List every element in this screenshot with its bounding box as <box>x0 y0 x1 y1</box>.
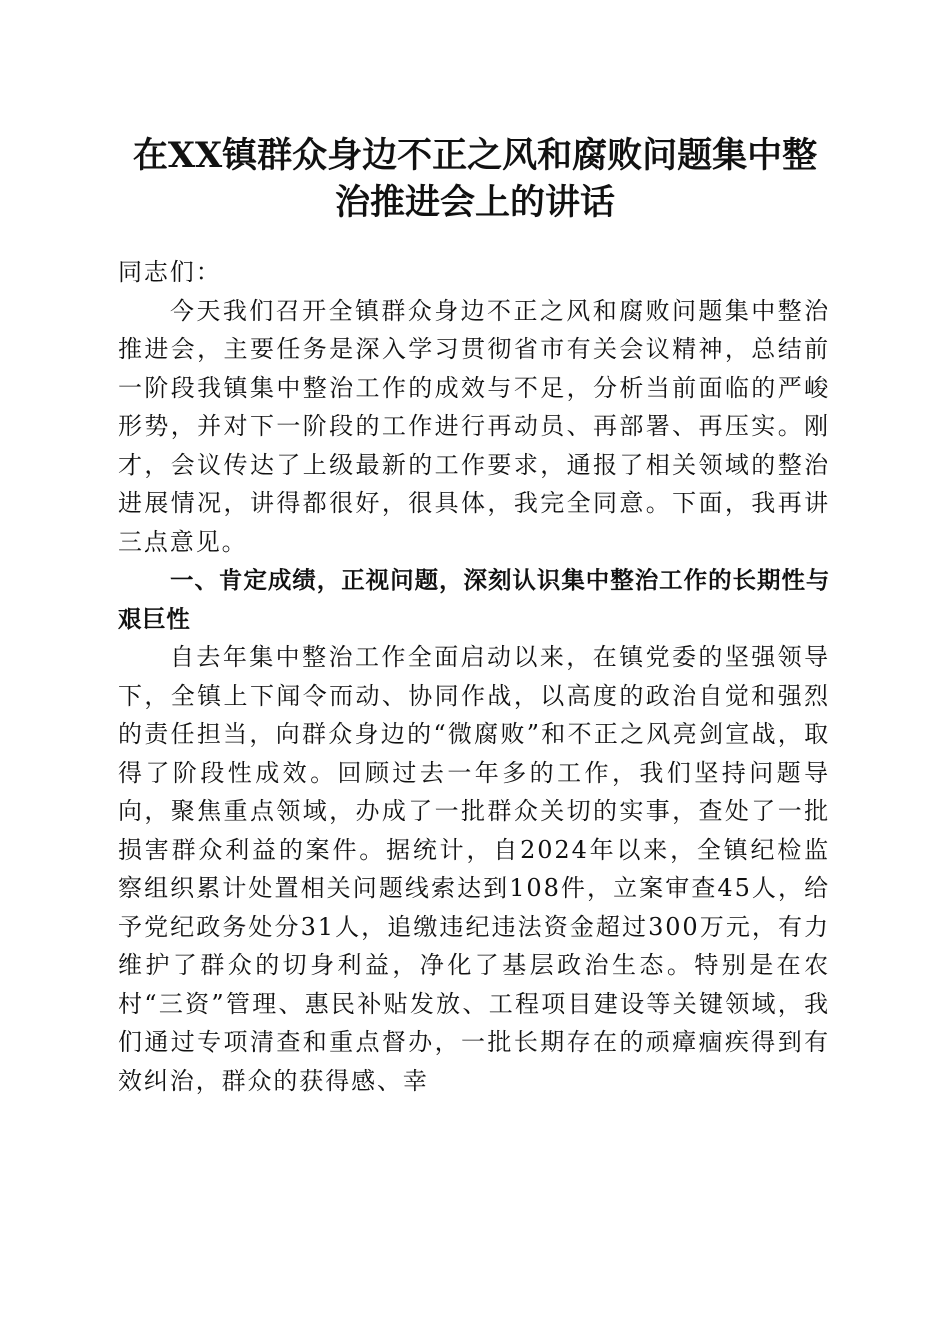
intro-paragraph: 今天我们召开全镇群众身边不正之风和腐败问题集中整治推进会，主要任务是深入学习贯彻省市有关会议精神，总结前一阶段我镇集中整治工作的成效与不足，分析当前面临的严峻形势，并对下一阶段的工作进行再动员、再部署、再压实。刚才，会议传达了上级最新的工作要求，通报了相关领域的整治进展情况，讲得都很好，很具体，我完全同意。下面，我再讲三点意见。 <box>118 296 830 556</box>
section-1-heading: 一、肯定成绩，正视问题，深刻认识集中整治工作的长期性与艰巨性 <box>118 566 830 633</box>
title-line-2: 治推进会上的讲话 <box>334 182 615 223</box>
document-body <box>118 253 830 1100</box>
title-line-1: 在XX镇群众身边不正之风和腐败问题集中整 <box>132 135 818 176</box>
section-1-paragraph: 自去年集中整治工作全面启动以来，在镇党委的坚强领导下，全镇上下闻令而动、协同作战，以高度的政治自觉和强烈的责任担当，向群众身边的“微腐败”和不正之风亮剑宣战，取得了阶段性成效。回顾过去一年多的工作，我们坚持问题导向，聚焦重点领域，办成了一批群众关切的实事，查处了一批损害群众利益的案件。据统计，自2024年以来，全镇纪检监察组织累计处置相关问题线索达到108件，立案审查45人，给予党纪政务处分31人，追缴违纪违法资金超过300万元，有力维护了群众的切身利益，净化了基层政治生态。特别是在农村“三资”管理、惠民补贴发放、工程项目建设等关键领域，我们通过专项清查和重点督办，一批长期存在的顽瘴痼疾得到有效纠治，群众的获得感、幸 <box>118 643 830 1095</box>
document-title <box>110 132 840 226</box>
greeting: 同志们： <box>118 258 222 286</box>
